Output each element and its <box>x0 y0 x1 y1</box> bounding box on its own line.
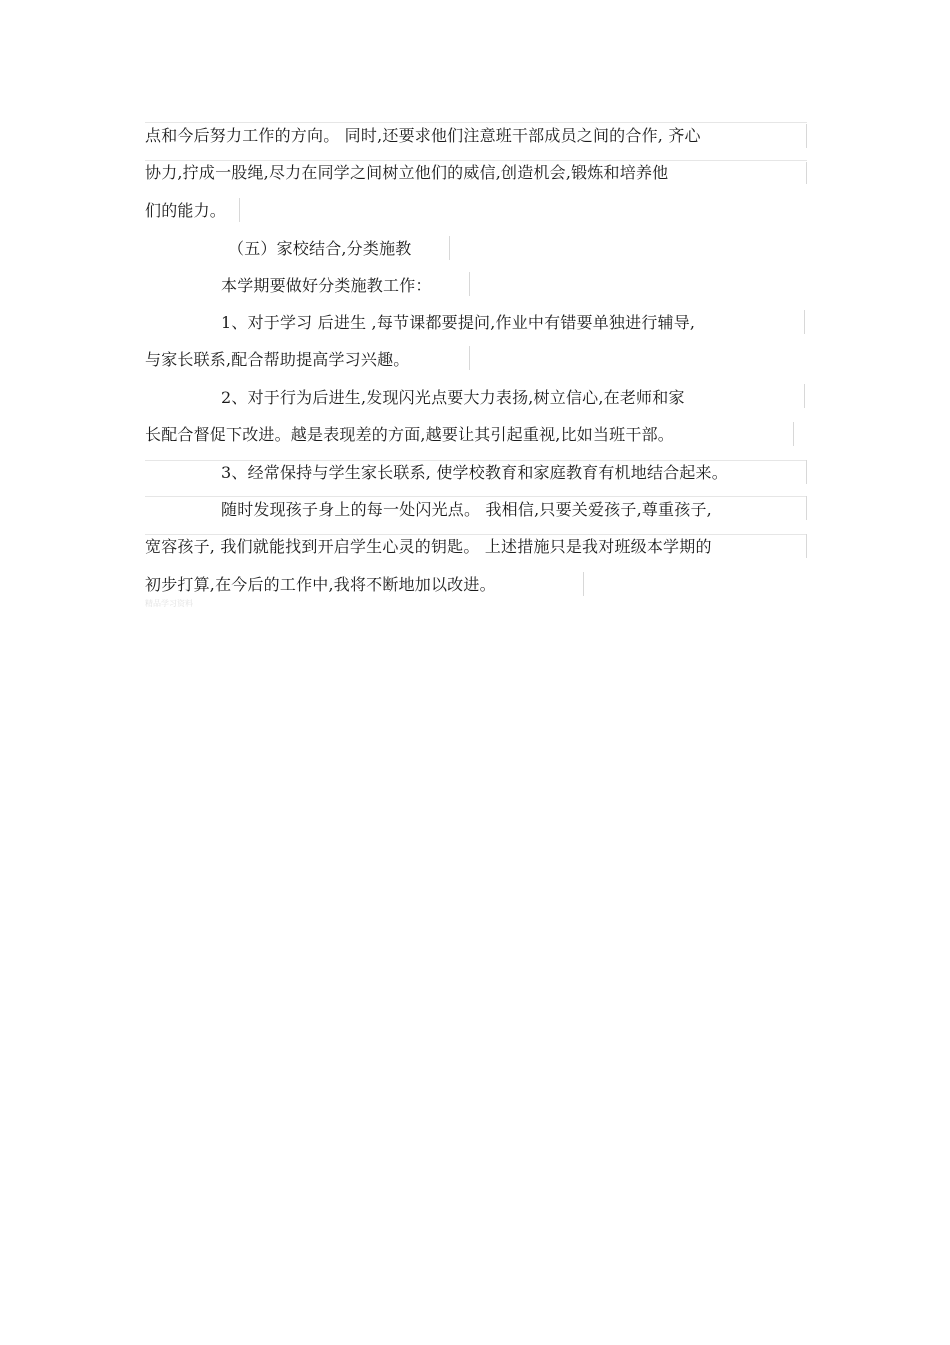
border-line <box>145 534 807 535</box>
list-item: 1、对于学习 后进生 ,每节课都要提问,作业中有错要单独进行辅导, <box>221 313 696 332</box>
border-line <box>145 122 807 123</box>
border-line <box>793 422 794 446</box>
paragraph-line: 随时发现孩子身上的每一处闪光点。 我相信,只要关爱孩子,尊重孩子, <box>221 500 712 519</box>
border-line <box>804 384 805 408</box>
paragraph-line: 们的能力。 <box>145 201 227 220</box>
border-line <box>806 162 807 184</box>
paragraph-line: 宽容孩子, 我们就能找到开启学生心灵的钥匙。 上述措施只是我对班级本学期的 <box>145 537 712 556</box>
paragraph-line: 协力,拧成一股绳,尽力在同学之间树立他们的威信,创造机会,锻炼和培养他 <box>145 163 669 182</box>
list-item: 2、对于行为后进生,发现闪光点要大力表扬,树立信心,在老师和家 <box>221 388 685 407</box>
paragraph-line: 点和今后努力工作的方向。 同时,还要求他们注意班干部成员之间的合作, 齐心 <box>145 126 701 145</box>
border-line <box>469 346 470 370</box>
border-line <box>806 460 807 484</box>
paragraph-line: 与家长联系,配合帮助提高学习兴趣。 <box>145 350 410 369</box>
section-heading: （五）家校结合,分类施教 <box>228 239 412 258</box>
paragraph-line: 本学期要做好分类施教工作： <box>221 276 432 295</box>
border-line <box>145 460 807 461</box>
border-line <box>145 496 807 497</box>
border-line <box>806 534 807 558</box>
border-line <box>469 272 470 296</box>
paragraph-line: 初步打算,在今后的工作中,我将不断地加以改进。 <box>145 575 496 594</box>
list-item: 3、经常保持与学生家长联系, 使学校教育和家庭教育有机地结合起来。 <box>221 463 728 482</box>
border-line <box>239 198 240 222</box>
border-line <box>806 124 807 148</box>
border-line <box>804 310 805 334</box>
footnote-watermark: 精品学习资料 <box>145 599 193 608</box>
border-line <box>583 572 584 596</box>
paragraph-line: 长配合督促下改进。越是表现差的方面,越要让其引起重视,比如当班干部。 <box>145 425 674 444</box>
border-line <box>806 496 807 520</box>
border-line <box>145 160 807 161</box>
border-line <box>449 236 450 260</box>
